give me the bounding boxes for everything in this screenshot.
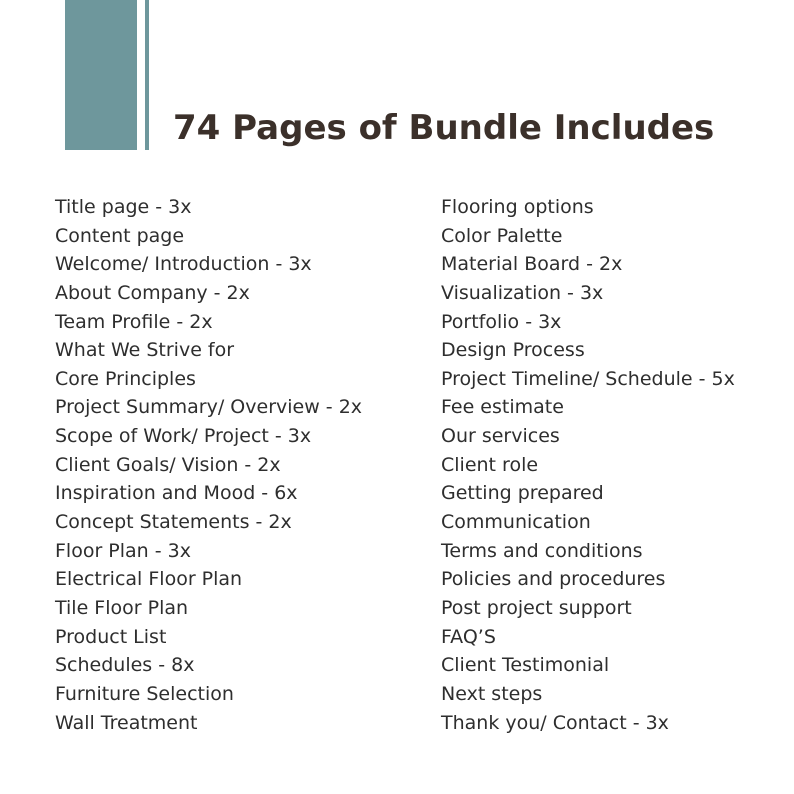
list-item: Concept Statements - 2x — [55, 511, 292, 534]
list-item: Client Goals/ Vision - 2x — [55, 453, 281, 476]
list-item: Furniture Selection — [55, 682, 234, 705]
list-item: Getting prepared — [441, 482, 604, 505]
list-item: Thank you/ Contact - 3x — [441, 711, 669, 734]
list-item: Title page - 3x — [55, 196, 192, 218]
list-item: Scope of Work/ Project - 3x — [55, 425, 312, 448]
page-title: 74 Pages of Bundle Includes — [173, 108, 715, 148]
list-item: Wall Treatment — [55, 711, 198, 734]
contents-list-left — [55, 193, 362, 737]
list-item: Project Timeline/ Schedule - 5x — [441, 367, 735, 390]
list-item: Next steps — [441, 682, 543, 705]
list-item: Client Testimonial — [441, 654, 610, 677]
list-item: Project Summary/ Overview - 2x — [55, 396, 363, 419]
contents-list-right — [441, 193, 735, 737]
list-item: Core Principles — [55, 367, 196, 390]
list-item: Policies and procedures — [441, 568, 666, 591]
list-item: Material Board - 2x — [441, 253, 623, 276]
accent-line — [145, 0, 149, 150]
list-item: What We Strive for — [55, 339, 235, 362]
list-item: Visualization - 3x — [441, 281, 604, 304]
list-item: Tile Floor Plan — [55, 596, 189, 619]
list-item: Content page — [55, 224, 185, 247]
accent-block — [65, 0, 137, 150]
list-item: Electrical Floor Plan — [55, 568, 243, 591]
list-item: About Company - 2x — [55, 281, 250, 304]
list-item: Portfolio - 3x — [441, 310, 562, 333]
list-item: Color Palette — [441, 224, 563, 247]
list-item: Post project support — [441, 596, 632, 619]
list-item: Client role — [441, 453, 539, 476]
list-item: Welcome/ Introduction - 3x — [55, 253, 312, 276]
list-item: Inspiration and Mood - 6x — [55, 482, 298, 505]
list-item: FAQ’S — [441, 625, 496, 648]
list-item: Flooring options — [441, 196, 594, 218]
list-item: Product List — [55, 625, 167, 648]
list-item: Floor Plan - 3x — [55, 539, 191, 562]
list-item: Terms and conditions — [441, 539, 643, 562]
list-item: Communication — [441, 511, 591, 534]
list-item: Team Profile - 2x — [55, 310, 213, 333]
list-item: Schedules - 8x — [55, 654, 195, 677]
list-item: Fee estimate — [441, 396, 564, 419]
list-item: Design Process — [441, 339, 585, 362]
list-item: Our services — [441, 425, 560, 448]
